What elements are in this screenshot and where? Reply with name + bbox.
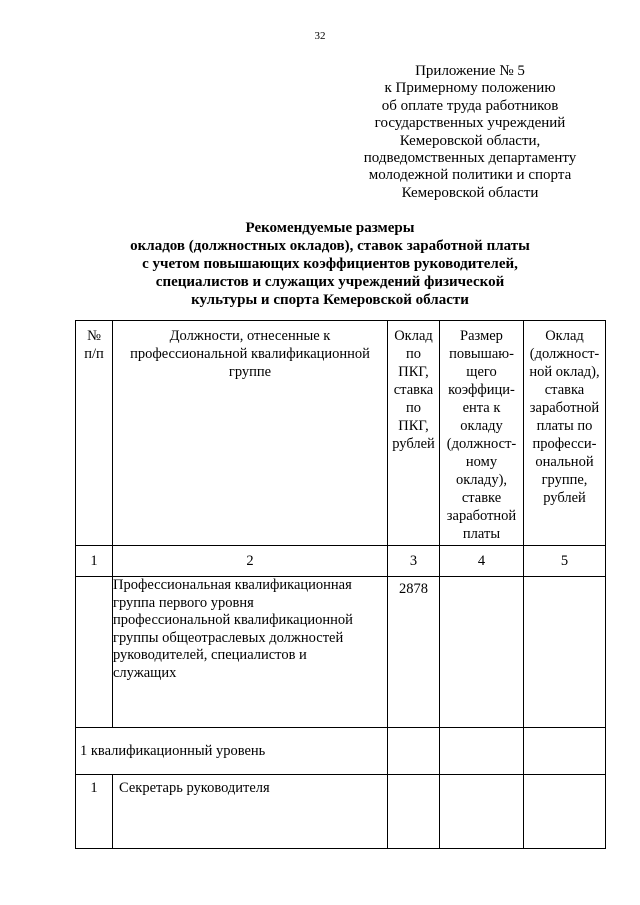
position-name: Секретарь руководителя [113,775,388,849]
item-coefficient-cell [440,775,524,849]
level-coefficient-cell [440,728,524,775]
header-line: рублей [392,436,435,452]
group-line: служащих [113,664,177,681]
header-line: по [405,346,421,362]
table-header-row [76,321,606,546]
header-line: (должност- [446,436,517,452]
level-final-cell [524,728,606,775]
header-line: ставка [393,382,434,398]
header-line: группе [228,364,272,380]
document-title [60,219,600,309]
header-line: окладу), [455,472,508,488]
header-line: професси- [532,436,597,452]
title-line: специалистов и служащих учреждений физической [155,274,505,290]
column-number: 5 [524,546,606,577]
header-line: заработной [446,508,517,524]
appendix-line: Приложение № 5 [415,63,525,79]
header-line: ента к [462,400,501,416]
appendix-line: к Примерному положению [384,80,556,97]
header-line: ональной [535,454,594,470]
appendix-line: об оплате труда работников [381,97,559,114]
row-number: 1 [76,775,113,849]
header-line: коэффици- [448,382,515,398]
header-line: п/п [84,346,104,362]
column-number: 3 [388,546,440,577]
title-line: с учетом повышающих коэффициентов руководителей, [142,256,518,272]
table-row [76,775,606,849]
header-line: заработной [529,400,600,416]
header-line: Размер [460,328,503,344]
group-line: Профессиональная квалификационная [113,577,352,593]
title-line: Рекомендуемые размеры [245,220,415,236]
qualification-level-row [76,728,606,775]
header-line: рублей [543,490,586,506]
item-final-cell [524,775,606,849]
header-line: ставке [461,490,502,506]
header-salary-pkg [388,321,440,546]
header-line: (должност- [529,346,600,362]
header-line: по [405,400,421,416]
appendix-line: государственных учреждений [374,115,566,132]
group-name-cell [113,577,388,728]
header-line: Оклад [394,328,433,344]
header-line: окладу [460,418,503,434]
header-line: профессиональной квалификационной [130,346,370,362]
header-number [76,321,113,546]
salary-table [75,320,606,849]
header-coefficient [440,321,524,546]
title-line: культуры и спорта Кемеровской области [191,292,469,308]
appendix-line: Кемеровской области, [399,132,541,149]
group-number-cell [76,577,113,728]
qualification-level-label: 1 квалификационный уровень [76,728,388,775]
group-line: группы общеотраслевых должностей [113,629,344,646]
column-number: 4 [440,546,524,577]
group-line: группа первого уровня [113,594,254,611]
appendix-line: молодежной политики и спорта [368,167,572,184]
header-line: повышаю- [449,346,514,362]
header-line: Должности, отнесенные к [169,328,331,344]
group-coefficient-cell [440,577,524,728]
header-line: ПКГ, [398,364,429,380]
header-line: платы [462,526,501,542]
header-line: щего [466,364,497,380]
header-positions [113,321,388,546]
appendix-line: подведомственных департаменту [363,150,577,167]
level-salary-cell [388,728,440,775]
header-line: ной оклад), [529,364,600,380]
page-number: 32 [314,30,326,42]
header-final-salary [524,321,606,546]
header-line: ПКГ, [398,418,429,434]
qualification-group-row [76,577,606,728]
group-line: руководителей, специалистов и [113,647,307,663]
header-line: группе, [541,472,588,488]
column-number-row [76,546,606,577]
appendix-line: Кемеровской области [401,184,539,201]
column-number: 2 [113,546,388,577]
group-salary-cell: 2878 [388,577,440,728]
group-line: профессиональной квалификационной [113,612,353,628]
header-line: платы по [536,418,593,434]
header-line: Оклад [545,328,584,344]
appendix-block [355,63,585,202]
header-line: ставка [544,382,585,398]
item-salary-cell [388,775,440,849]
title-line: окладов (должностных окладов), ставок заработной платы [130,238,530,254]
header-line: № [87,328,101,344]
header-line: ному [465,454,498,470]
column-number: 1 [76,546,113,577]
group-final-cell [524,577,606,728]
